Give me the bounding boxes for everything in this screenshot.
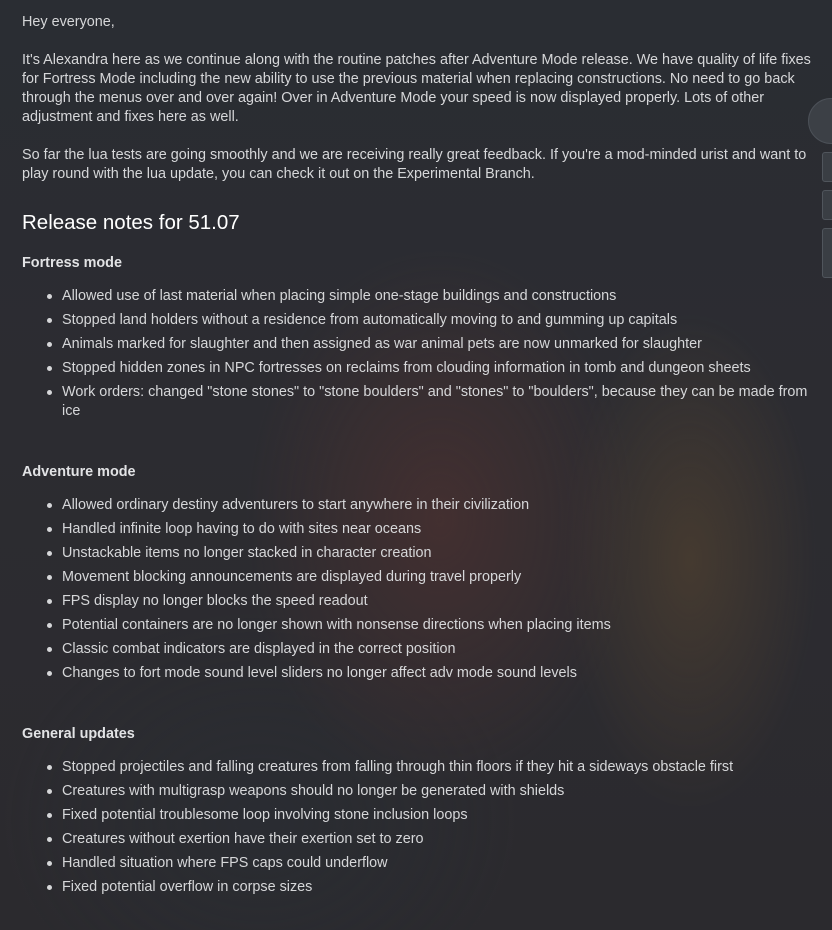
list-item: Stopped land holders without a residence from automatically moving to and gumming up capitals — [62, 311, 818, 330]
list-item: Classic combat indicators are displayed in the correct position — [62, 640, 818, 659]
list-item: Work orders: changed "stone stones" to "stone boulders" and "stones" to "boulders", because they can be made from ice — [62, 383, 818, 421]
list-item: Animals marked for slaughter and then assigned as war animal pets are now unmarked for slaughter — [62, 335, 818, 354]
list-item: Fixed potential troublesome loop involving stone inclusion loops — [62, 806, 818, 825]
post-body — [22, 10, 818, 902]
section-heading-adventure: Adventure mode — [22, 464, 136, 480]
section-heading-general: General updates — [22, 726, 135, 742]
list-item: Changes to fort mode sound level sliders no longer affect adv mode sound levels — [62, 664, 818, 683]
list-item: Potential containers are no longer shown with nonsense directions when placing items — [62, 616, 818, 635]
list-item: Allowed use of last material when placing simple one-stage buildings and constructions — [62, 287, 818, 306]
side-tab-button[interactable] — [822, 152, 832, 182]
side-tab-button[interactable] — [822, 228, 832, 278]
list-item: Fixed potential overflow in corpse sizes — [62, 878, 818, 897]
fortress-list — [22, 287, 818, 421]
list-item: Allowed ordinary destiny adventurers to start anywhere in their civilization — [62, 496, 818, 515]
list-item: Handled infinite loop having to do with sites near oceans — [62, 520, 818, 539]
list-item: Creatures without exertion have their exertion set to zero — [62, 830, 818, 849]
general-list — [22, 758, 818, 897]
list-item: Stopped projectiles and falling creatures from falling through thin floors if they hit a sideways obstacle first — [62, 758, 818, 777]
list-item: Movement blocking announcements are displayed during travel properly — [62, 568, 818, 587]
list-item: Creatures with multigrasp weapons should no longer be generated with shields — [62, 782, 818, 801]
greeting-text: Hey everyone, — [22, 14, 115, 30]
adventure-list — [22, 496, 818, 683]
list-item: FPS display no longer blocks the speed readout — [62, 592, 818, 611]
list-item: Stopped hidden zones in NPC fortresses on reclaims from clouding information in tomb and dungeon sheets — [62, 359, 818, 378]
list-item: Handled situation where FPS caps could underflow — [62, 854, 818, 873]
section-heading-fortress: Fortress mode — [22, 255, 122, 271]
lua-paragraph: So far the lua tests are going smoothly and we are receiving really great feedback. If you're a mod-minded urist and want to play round with the lua update, you can check it out on the Experimental Branch. — [22, 147, 807, 182]
side-tab-button[interactable] — [822, 190, 832, 220]
list-item: Unstackable items no longer stacked in character creation — [62, 544, 818, 563]
intro-paragraph: It's Alexandra here as we continue along with the routine patches after Adventure Mode release. We have quality of life fixes for Fortress Mode including the new ability to use the previous material when replacing constructions. No need to go back through the menus over and over again! Over in Adventure Mode your speed is now displayed properly. Lots of other adjustment and fixes here as well. — [22, 52, 811, 125]
release-notes-title: Release notes for 51.07 — [22, 211, 240, 234]
